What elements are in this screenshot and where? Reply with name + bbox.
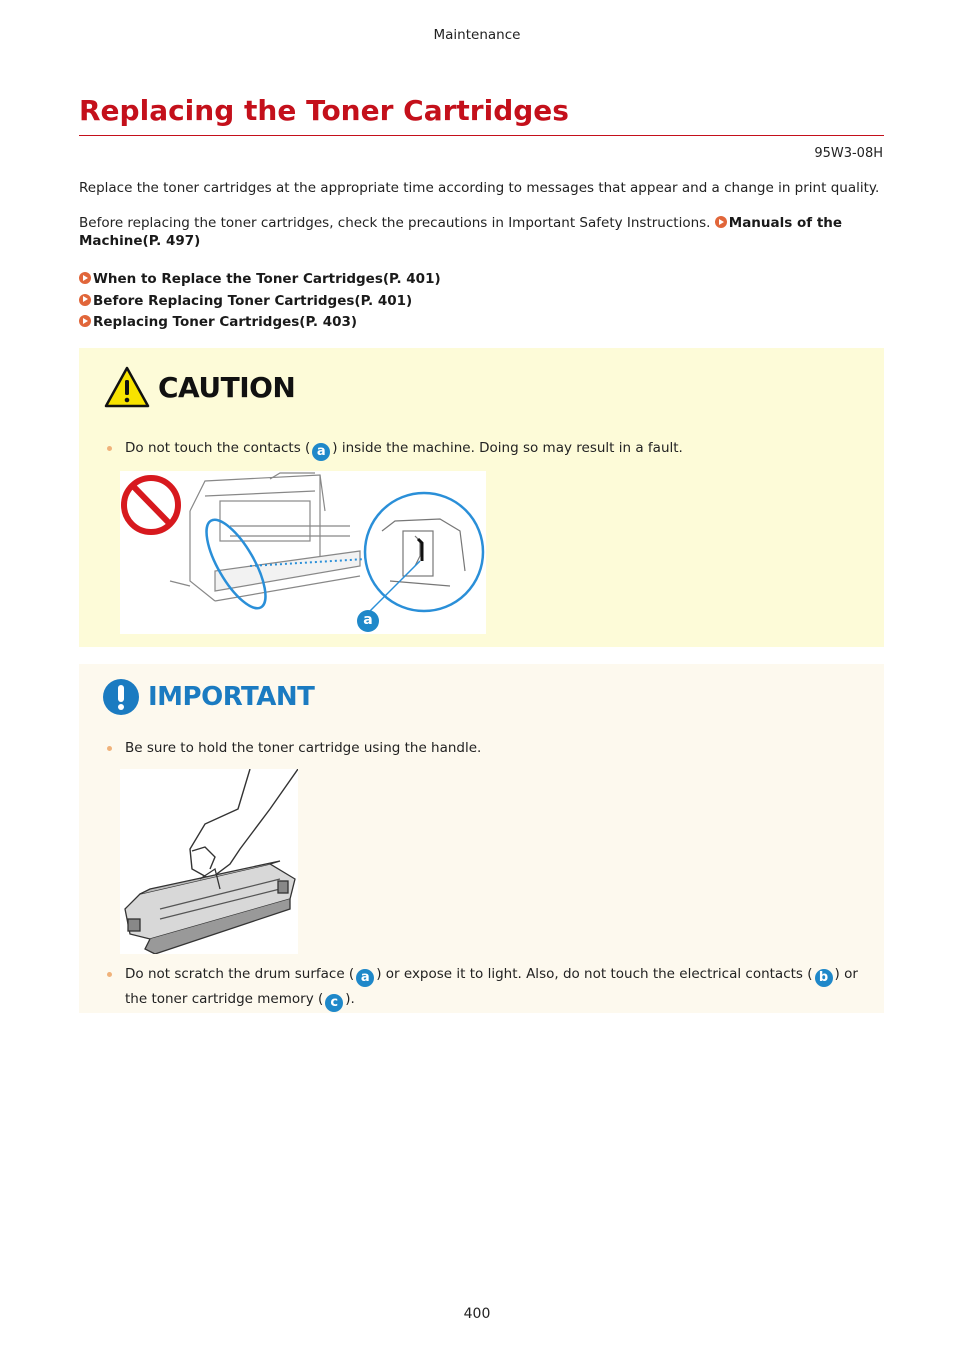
bullet-dot — [107, 446, 112, 451]
link-item[interactable] — [79, 269, 441, 291]
bullet-dot — [107, 972, 112, 977]
topic-links — [79, 269, 441, 334]
prohibited-icon — [124, 478, 178, 532]
safety-text: Before replacing the toner cartridges, check the precautions in Important Safety Instructions. — [79, 215, 711, 231]
toner-handle-figure — [120, 769, 298, 954]
intro-paragraph: Replace the toner cartridges at the appropriate time according to messages that appear and a change in print quality. — [79, 180, 880, 196]
exclamation-circle-icon — [102, 678, 140, 716]
link-when-to-replace[interactable]: When to Replace the Toner Cartridges(P. 401) — [93, 271, 441, 287]
manuals-link[interactable]: Manuals of the Machine(P. 497) — [79, 215, 843, 249]
link-arrow-icon — [79, 272, 91, 284]
figure-badge-a: a — [357, 610, 379, 632]
badge-b: b — [815, 969, 833, 987]
link-item[interactable] — [79, 291, 441, 313]
link-item[interactable] — [79, 312, 441, 334]
caution-bullet-contacts: Do not touch the contacts ( a ) inside the machine. Doing so may result in a fault. — [107, 436, 867, 461]
safety-paragraph — [79, 214, 884, 250]
important-bullet-handle: Be sure to hold the toner cartridge using the handle. — [107, 736, 867, 761]
caution-heading — [104, 365, 295, 409]
important-title: IMPORTANT — [148, 682, 315, 712]
link-before-replacing[interactable]: Before Replacing Toner Cartridges(P. 401) — [93, 292, 413, 309]
toner-handle-illustration — [120, 769, 298, 954]
printer-contacts-figure — [120, 471, 486, 634]
printer-contacts-illustration — [120, 471, 486, 634]
page-title: Replacing the Toner Cartridges — [79, 94, 569, 127]
running-header: Maintenance — [433, 27, 521, 43]
page-number: 400 — [463, 1306, 491, 1322]
warning-triangle-icon — [104, 366, 150, 408]
caution-title: CAUTION — [158, 370, 296, 404]
important-bullet-drum: Do not scratch the drum surface ( a ) or expose it to light. Also, do not touch the electrical contacts ( b ) or the toner cartridge memory ( c ). — [107, 962, 867, 1012]
badge-c: c — [325, 994, 343, 1012]
link-arrow-icon — [79, 315, 91, 327]
title-rule — [79, 135, 884, 136]
link-replacing[interactable]: Replacing Toner Cartridges(P. 403) — [93, 314, 358, 330]
important-box — [79, 664, 884, 1013]
link-arrow-icon — [79, 294, 91, 306]
bullet-dot — [107, 746, 112, 751]
caution-box — [79, 348, 884, 647]
badge-a: a — [356, 969, 374, 987]
document-id: 95W3-08H — [814, 146, 883, 161]
important-heading — [102, 678, 314, 716]
link-arrow-icon — [715, 216, 727, 228]
badge-a: a — [312, 443, 330, 461]
